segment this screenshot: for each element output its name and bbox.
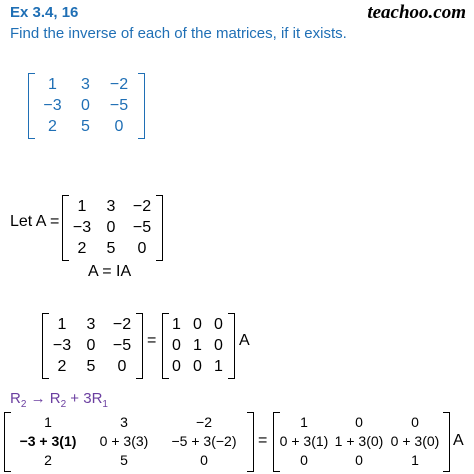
- matrix-cell: −5: [112, 337, 132, 354]
- matrix-cell: −5: [109, 97, 129, 114]
- matrix-cell: −2: [196, 414, 212, 430]
- matrix-cell: 0: [117, 358, 127, 375]
- row-op-r2: R: [10, 390, 21, 407]
- teachoo-logo: teachoo.com: [367, 2, 466, 23]
- matrix-cell: −2: [132, 198, 152, 215]
- identity-equation: A = IA: [88, 263, 132, 280]
- equals-sign: =: [147, 332, 157, 349]
- matrix-cell: −5: [132, 219, 152, 236]
- matrix-cell: 5: [120, 452, 128, 468]
- matrix-cell: −5 + 3(−2): [171, 433, 237, 449]
- matrix-cell: −2: [109, 76, 129, 93]
- matrix-cell: 0 + 3(1): [279, 433, 329, 449]
- matrix-cell: 0: [81, 97, 90, 114]
- let-a-label: Let A =: [10, 213, 60, 230]
- matrix-cell: 0: [172, 337, 181, 354]
- matrix-cell: 1 + 3(0): [334, 433, 384, 449]
- matrix-cell: 0: [355, 452, 363, 468]
- question-matrix: [28, 73, 146, 139]
- matrix-cell: 0: [200, 452, 208, 468]
- row-op-sub: 2: [20, 399, 27, 410]
- operation-left-matrix: [4, 412, 254, 472]
- matrix-cell: 0: [114, 118, 124, 135]
- matrix-cell: 0: [86, 337, 96, 354]
- row-operation: [10, 390, 108, 410]
- matrix-cell: 0: [355, 414, 363, 430]
- matrix-cell: 3: [81, 76, 90, 93]
- matrix-cell: 0: [300, 452, 308, 468]
- matrix-cell: 0: [411, 414, 419, 430]
- matrix-cell: −3 + 3(1): [19, 433, 77, 449]
- matrix-a-symbol: A: [453, 432, 464, 449]
- exercise-title: Ex 3.4, 16: [10, 4, 79, 21]
- matrix-cell: −2: [112, 316, 132, 333]
- matrix-cell: 5: [106, 240, 116, 257]
- row-op-arrow: → R: [26, 390, 61, 407]
- matrix-cell: 1: [411, 452, 419, 468]
- matrix-cell: 0: [193, 358, 202, 375]
- matrix-cell: 3: [120, 414, 128, 430]
- matrix-cell: 2: [57, 358, 67, 375]
- row-op-sub: 1: [102, 399, 108, 410]
- matrix-cell: −3: [52, 337, 72, 354]
- matrix-cell: 1: [172, 316, 181, 333]
- matrix-cell: 5: [86, 358, 96, 375]
- equals-sign: =: [258, 432, 268, 449]
- matrix-cell: 0: [214, 337, 223, 354]
- matrix-cell: 1: [300, 414, 308, 430]
- matrix-cell: 2: [77, 240, 87, 257]
- operation-right-matrix: [273, 412, 449, 472]
- matrix-cell: 0: [214, 316, 223, 333]
- matrix-cell: 1: [214, 358, 223, 375]
- matrix-cell: 0: [137, 240, 147, 257]
- matrix-cell: 0: [172, 358, 181, 375]
- matrix-cell: 0: [193, 316, 202, 333]
- question-text: Find the inverse of each of the matrices, if it exists.: [10, 25, 347, 42]
- matrix-cell: 0 + 3(0): [390, 433, 440, 449]
- row-op-plus: + 3R: [66, 390, 103, 407]
- matrix-cell: 1: [44, 414, 52, 430]
- matrix-cell: 3: [106, 198, 116, 215]
- let-a-matrix: [62, 195, 162, 261]
- equation-left-matrix: [42, 313, 142, 379]
- matrix-cell: 2: [44, 452, 52, 468]
- matrix-cell: 1: [193, 337, 202, 354]
- identity-matrix: [162, 313, 234, 379]
- matrix-cell: 3: [86, 316, 96, 333]
- matrix-cell: −3: [43, 97, 62, 114]
- matrix-a-symbol: A: [239, 332, 250, 349]
- matrix-cell: −3: [72, 219, 92, 236]
- row-op-sub: 2: [60, 399, 67, 410]
- matrix-cell: 0: [106, 219, 116, 236]
- matrix-cell: 0 + 3(3): [99, 433, 149, 449]
- matrix-cell: 1: [57, 316, 67, 333]
- matrix-cell: 1: [48, 76, 57, 93]
- matrix-cell: 1: [77, 198, 87, 215]
- matrix-cell: 2: [48, 118, 57, 135]
- matrix-cell: 5: [81, 118, 90, 135]
